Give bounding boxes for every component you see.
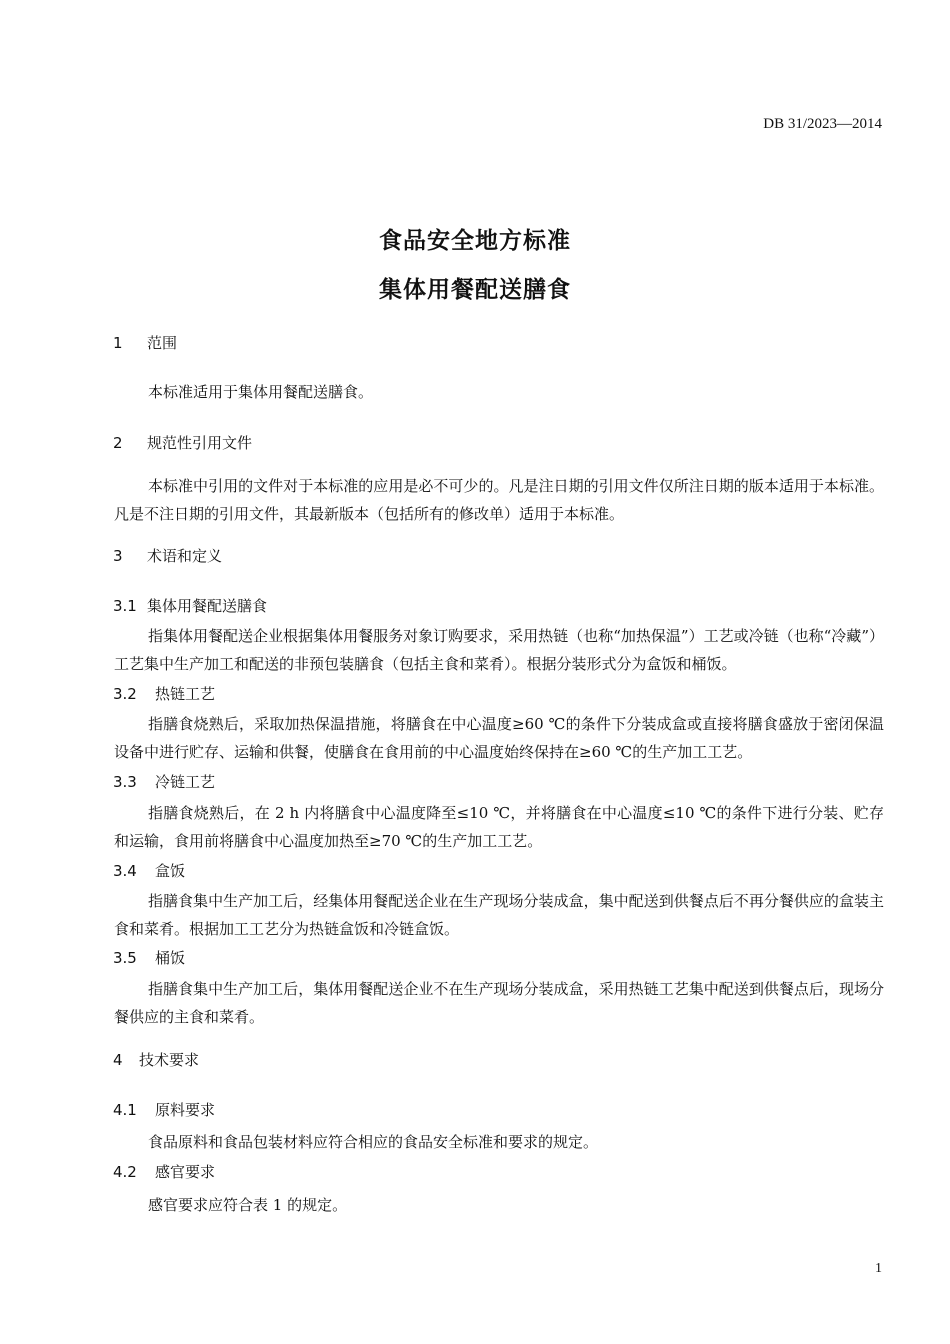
subsection-heading [113, 771, 215, 792]
section-number: 4.2 [113, 1163, 137, 1181]
section-number: 4 [113, 1051, 123, 1069]
section-title: 盒饭 [155, 862, 186, 880]
section-title: 感官要求 [155, 1163, 216, 1181]
section-number: 3.2 [113, 685, 137, 703]
paragraph: 感官要求应符合表 1 的规定。 [148, 1196, 348, 1214]
section-title: 原料要求 [155, 1101, 216, 1119]
subsection-heading [113, 595, 267, 616]
paragraph: 指膳食烧熟后，采取加热保温措施，将膳食在中心温度≥60 ℃的条件下分装成盒或直接将膳食盛放于密闭保温设备中进行贮存、运输和供餐，使膳食在食用前的中心温度始终保持在≥60 ℃的生产加工工艺。 [114, 715, 884, 761]
paragraph: 食品原料和食品包装材料应符合相应的食品安全标准和要求的规定。 [148, 1133, 599, 1151]
paragraph: 本标准适用于集体用餐配送膳食。 [148, 383, 374, 401]
section-number: 3.5 [113, 949, 137, 967]
section-title: 桶饭 [155, 949, 186, 967]
section-number: 3.1 [113, 597, 137, 615]
section-title: 集体用餐配送膳食 [147, 597, 268, 615]
paragraph: 指膳食烧熟后，在 2 h 内将膳食中心温度降至≤10 ℃，并将膳食在中心温度≤10 ℃的条件下进行分装、贮存和运输，食用前将膳食中心温度加热至≥70 ℃的生产加工工艺。 [114, 804, 884, 850]
paragraph: 指膳食集中生产加工后，集体用餐配送企业不在生产现场分装成盒，采用热链工艺集中配送到供餐点后，现场分餐供应的主食和菜肴。 [114, 980, 884, 1026]
section-number: 1 [113, 334, 123, 352]
section-number: 3.4 [113, 862, 137, 880]
paragraph: 指膳食集中生产加工后，经集体用餐配送企业在生产现场分装成盒，集中配送到供餐点后不再分餐供应的盒装主食和菜肴。根据加工工艺分为热链盒饭和冷链盒饭。 [114, 892, 884, 938]
section-number: 3 [113, 547, 123, 565]
section-title: 范围 [147, 334, 178, 352]
paragraph: 本标准中引用的文件对于本标准的应用是必不可少的。凡是注日期的引用文件仅所注日期的版本适用于本标准。凡是不注日期的引用文件，其最新版本（包括所有的修改单）适用于本标准。 [114, 477, 884, 523]
section-title: 热链工艺 [155, 685, 216, 703]
subsection-heading [113, 1099, 215, 1120]
section-title: 技术要求 [139, 1051, 200, 1069]
subsection-heading [113, 860, 185, 881]
section-number: 4.1 [113, 1101, 137, 1119]
page-number: 1 [875, 1261, 882, 1276]
subsection-heading [113, 683, 215, 704]
subsection-heading [113, 947, 185, 968]
document-title: 食品安全地方标准 [379, 228, 571, 254]
section-number: 2 [113, 434, 123, 452]
section-heading [113, 1049, 199, 1070]
document-subtitle: 集体用餐配送膳食 [379, 277, 571, 303]
section-title: 术语和定义 [147, 547, 223, 565]
paragraph: 指集体用餐配送企业根据集体用餐服务对象订购要求，采用热链（也称“加热保温”）工艺或冷链（也称“冷藏”）工艺集中生产加工和配送的非预包装膳食（包括主食和菜肴）。根据分装形式分为盒饭和桶饭。 [114, 627, 884, 673]
section-heading [113, 332, 177, 353]
section-heading [113, 545, 222, 566]
section-number: 3.3 [113, 773, 137, 791]
subsection-heading [113, 1161, 215, 1182]
standard-number: DB 31/2023—2014 [763, 116, 882, 132]
section-title: 冷链工艺 [155, 773, 216, 791]
section-title: 规范性引用文件 [147, 434, 253, 452]
section-heading [113, 432, 252, 453]
